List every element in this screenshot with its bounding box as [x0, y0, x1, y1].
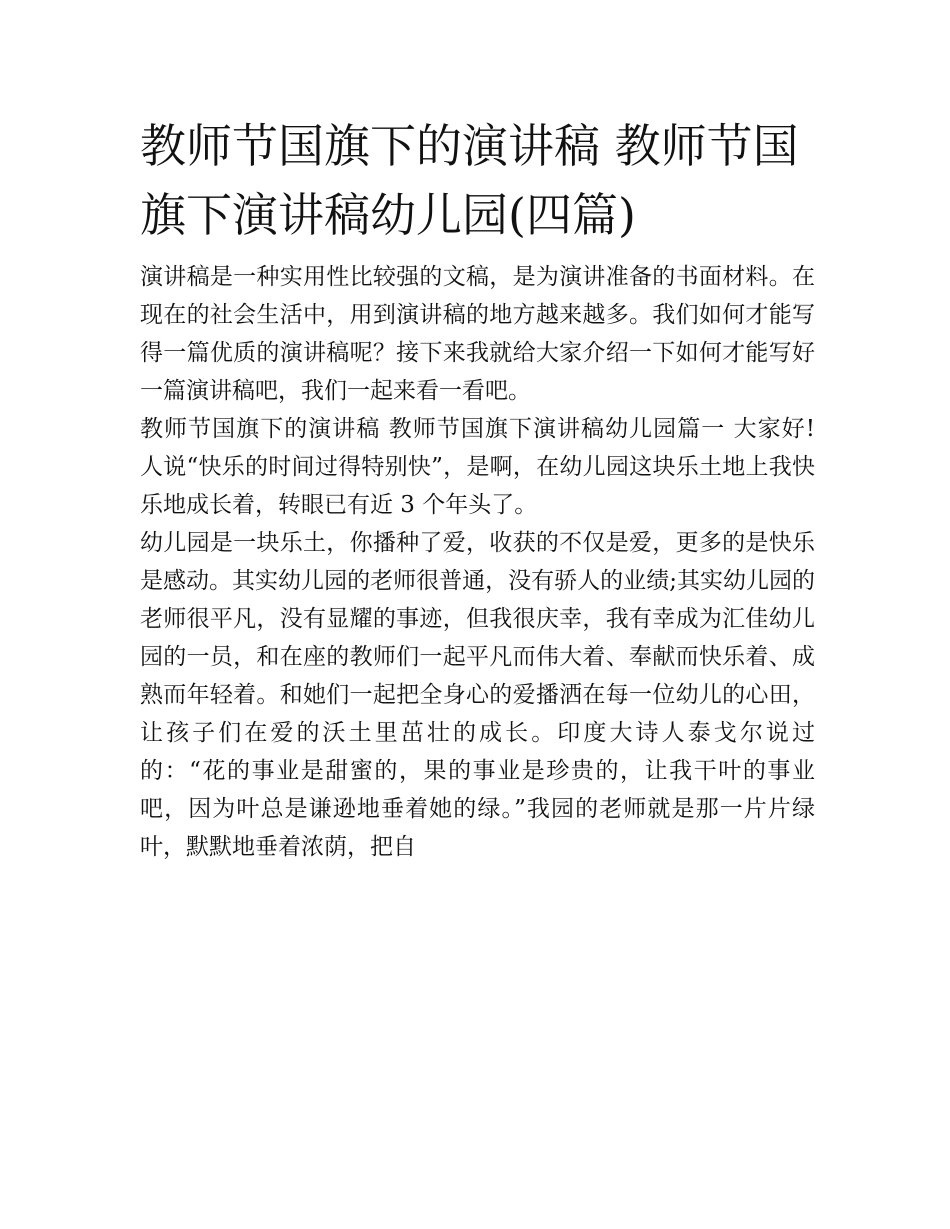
paragraph-body: 幼儿园是一块乐土，你播种了爱，收获的不仅是爱，更多的是快乐是感动。其实幼儿园的老师很普通，没有骄人的业绩;其实幼儿园的老师很平凡，没有显耀的事迹，但我很庆幸，我有幸成为汇佳幼儿园的一员，和在座的教师们一起平凡而伟大着、奉献而快乐着、成熟而年轻着。和她们一起把全身心的爱播洒在每一位幼儿的心田，让孩子们在爱的沃土里茁壮的成长。印度大诗人泰戈尔说过的：“花的事业是甜蜜的，果的事业是珍贵的，让我干叶的事业吧，因为叶总是谦逊地垂着她的绿。”我园的老师就是那一片片绿叶，默默地垂着浓荫，把自	[140, 530, 815, 860]
paragraph-greeting: 教师节国旗下的演讲稿 教师节国旗下演讲稿幼儿园篇一 大家好! 人说“快乐的时间过得特别快”，是啊，在幼儿园这块乐土地上我快乐地成长着，转眼已有近 3 个年头了。	[140, 416, 815, 518]
document-title: 教师节国旗下的演讲稿 教师节国旗下演讲稿幼儿园(四篇)	[140, 119, 799, 242]
paragraph-intro: 演讲稿是一种实用性比较强的文稿，是为演讲准备的书面材料。在现在的社会生活中，用到演讲稿的地方越来越多。我们如何才能写得一篇优质的演讲稿呢？接下来我就给大家介绍一下如何才能写好一篇演讲稿吧，我们一起来看一看吧。	[140, 264, 815, 404]
title-block	[140, 112, 815, 250]
document-content	[140, 112, 815, 866]
